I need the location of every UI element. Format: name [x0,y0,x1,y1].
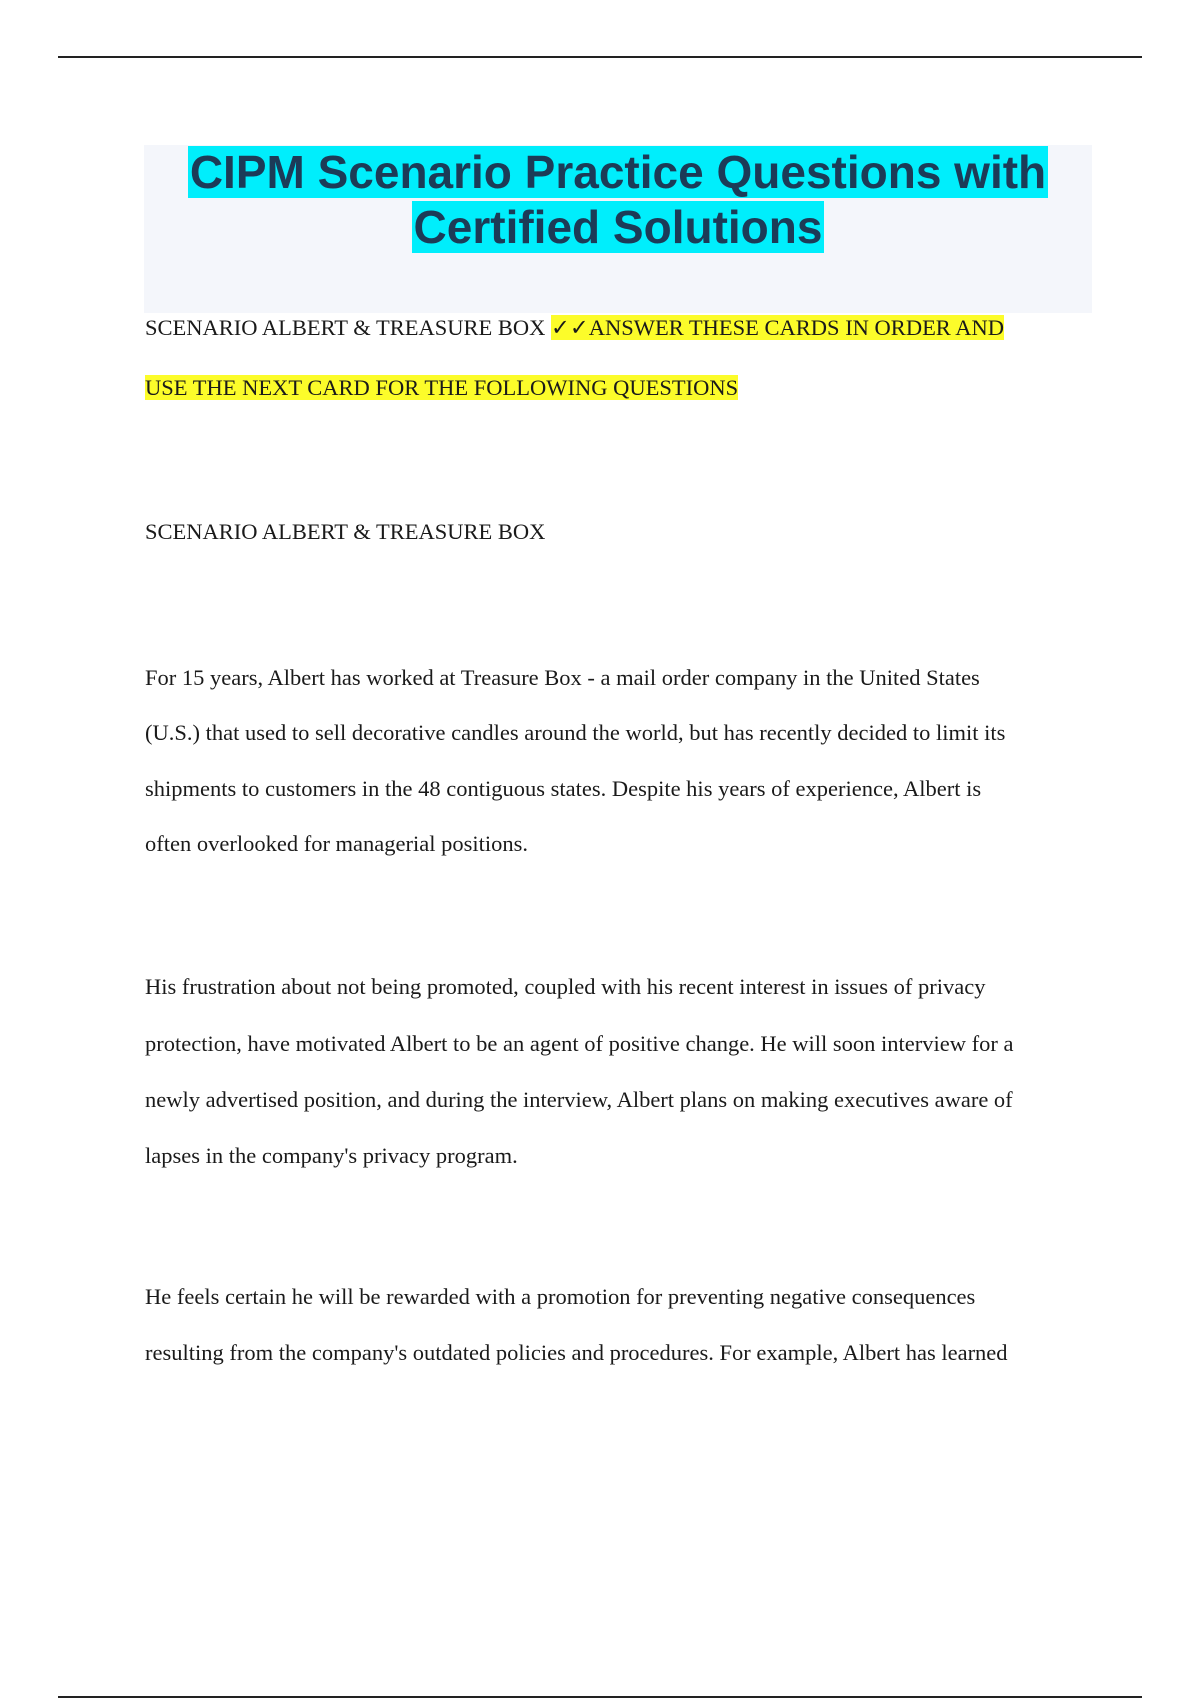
intro-prefix: SCENARIO ALBERT & TREASURE BOX [145,315,551,340]
paragraph-2-line-4: lapses in the company's privacy program. [145,1143,518,1168]
paragraph-3-line-2: resulting from the company's outdated policies and procedures. For example, Albert has learned [145,1340,1008,1365]
answer-highlight-2: USE THE NEXT CARD FOR THE FOLLOWING QUESTIONS [145,375,739,400]
title-banner [144,145,1092,313]
paragraph-1-line-3: shipments to customers in the 48 contiguous states. Despite his years of experience, Albert is [145,776,982,801]
paragraph-2-line-1: His frustration about not being promoted, coupled with his recent interest in issues of privacy [145,974,986,999]
paragraph-1-line-4: often overlooked for managerial positions. [145,831,529,856]
paragraph-2-line-3: newly advertised position, and during the interview, Albert plans on making executives aware of [145,1087,1013,1112]
paragraph-3-line-1: He feels certain he will be rewarded with a promotion for preventing negative consequences [145,1284,976,1309]
paragraph-2-line-2: protection, have motivated Albert to be an agent of positive change. He will soon interview for a [145,1031,1014,1056]
answer-highlight-1: ✓✓ANSWER THESE CARDS IN ORDER AND [551,315,1004,340]
intro-line-1 [145,315,1105,341]
footer-rule [58,1696,1142,1698]
paragraph-1-line-2: (U.S.) that used to sell decorative candles around the world, but has recently decided to limit its [145,720,1006,745]
intro-line-2 [145,375,1105,401]
title-line-1: CIPM Scenario Practice Questions with [189,146,1047,198]
title-line-2: Certified Solutions [413,201,823,253]
section-heading: SCENARIO ALBERT & TREASURE BOX [145,519,546,544]
paragraph-1-line-1: For 15 years, Albert has worked at Treasure Box - a mail order company in the United States [145,665,980,690]
header-rule [58,56,1142,58]
